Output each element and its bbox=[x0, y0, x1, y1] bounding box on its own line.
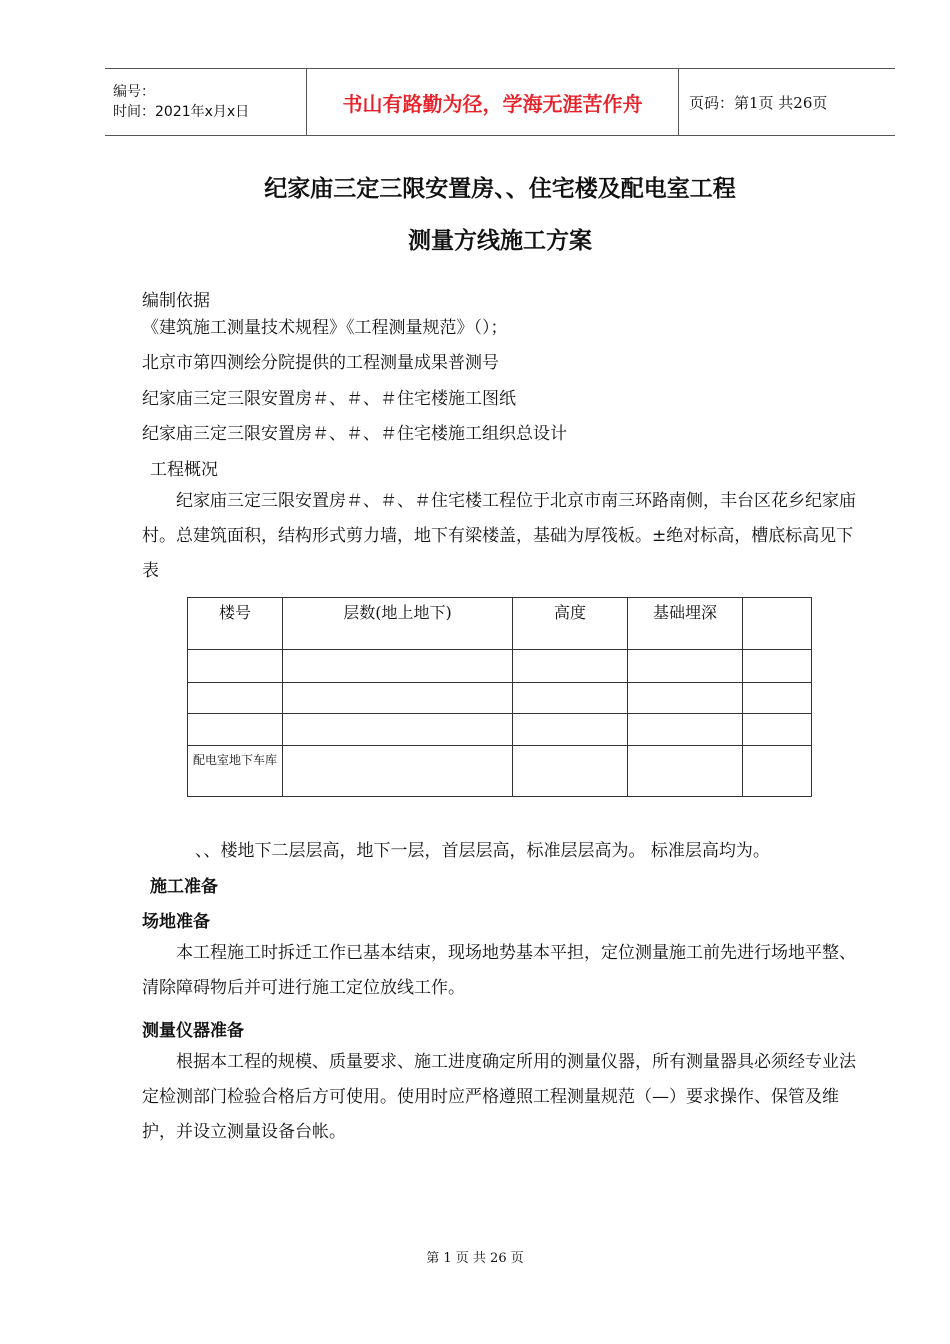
table-row bbox=[188, 746, 812, 797]
code-label: 编号： bbox=[113, 84, 155, 100]
table-cell bbox=[188, 650, 283, 683]
table-cell bbox=[628, 650, 743, 683]
basis-item: 纪家庙三定三限安置房＃、＃、＃住宅楼施工组织总设计 bbox=[142, 424, 567, 444]
page-label: 页码：第1页 共26页 bbox=[689, 93, 828, 112]
note-line: 、、楼地下二层层高，地下一层，首层层高，标准层层高为。 标准层高均为。 bbox=[195, 841, 770, 861]
table-header-cell: 层数(地上地下) bbox=[283, 598, 513, 650]
table-cell: 配电室地下车库 bbox=[188, 746, 283, 797]
overview-paragraph: 纪家庙三定三限安置房＃、＃、＃住宅楼工程位于北京市南三环路南侧，丰台区花乡纪家庙村。总建筑面积，结构形式剪力墙，地下有梁楼盖，基础为厚筏板。±绝对标高，槽底标高见下表 bbox=[142, 491, 856, 581]
header-meta bbox=[105, 69, 307, 135]
table-cell bbox=[628, 714, 743, 746]
table-cell bbox=[628, 683, 743, 714]
table-cell bbox=[513, 746, 628, 797]
basis-heading: 编制依据 bbox=[142, 291, 210, 311]
header-page-cell bbox=[679, 69, 895, 135]
document-title: 纪家庙三定三限安置房、、住宅楼及配电室工程 bbox=[264, 176, 736, 202]
page-footer: 第 1 页 共 26 页 bbox=[426, 1251, 524, 1266]
instrument-prep-heading: 测量仪器准备 bbox=[142, 1021, 244, 1041]
overview-heading: 工程概况 bbox=[150, 460, 218, 480]
table-cell bbox=[513, 683, 628, 714]
table-cell bbox=[188, 683, 283, 714]
table-cell bbox=[283, 650, 513, 683]
table-cell bbox=[283, 683, 513, 714]
document-subtitle: 测量方线施工方案 bbox=[408, 228, 592, 254]
table-cell bbox=[743, 746, 812, 797]
table-cell bbox=[188, 714, 283, 746]
table-cell bbox=[283, 714, 513, 746]
table-header-row bbox=[188, 598, 812, 650]
basis-item: 北京市第四测绘分院提供的工程测量成果普测号 bbox=[142, 353, 499, 373]
table-cell bbox=[628, 746, 743, 797]
table-header-cell: 楼号 bbox=[188, 598, 283, 650]
site-prep-heading: 场地准备 bbox=[142, 912, 210, 932]
table-cell bbox=[513, 714, 628, 746]
table-cell bbox=[743, 683, 812, 714]
elevation-table bbox=[187, 597, 812, 797]
site-prep-paragraph: 本工程施工时拆迁工作已基本结束，现场地势基本平担，定位测量施工前先进行场地平整、清除障碍物后并可进行施工定位放线工作。 bbox=[142, 943, 856, 998]
time-label: 时间：2021年x月x日 bbox=[113, 104, 250, 120]
table-cell bbox=[513, 650, 628, 683]
prep-heading: 施工准备 bbox=[150, 877, 218, 897]
table-cell bbox=[743, 650, 812, 683]
instrument-prep-paragraph: 根据本工程的规模、质量要求、施工进度确定所用的测量仪器，所有测量器具必须经专业法定检测部门检验合格后方可使用。使用时应严格遵照工程测量规范（—）要求操作、保管及维护，并设立测量设备台帐。 bbox=[142, 1052, 856, 1142]
table-header-cell: 基础埋深 bbox=[628, 598, 743, 650]
table-header-cell bbox=[743, 598, 812, 650]
table-row bbox=[188, 683, 812, 714]
basis-item: 《建筑施工测量技术规程》《工程测量规范》（）； bbox=[142, 318, 508, 338]
page-header bbox=[105, 68, 895, 136]
basis-item: 纪家庙三定三限安置房＃、＃、＃住宅楼施工图纸 bbox=[142, 389, 516, 409]
header-motto-cell bbox=[307, 69, 679, 135]
table-row bbox=[188, 650, 812, 683]
table-header-cell: 高度 bbox=[513, 598, 628, 650]
table-row bbox=[188, 714, 812, 746]
motto: 书山有路勤为径，学海无涯苦作舟 bbox=[342, 91, 643, 116]
table-cell bbox=[743, 714, 812, 746]
table-cell bbox=[283, 746, 513, 797]
